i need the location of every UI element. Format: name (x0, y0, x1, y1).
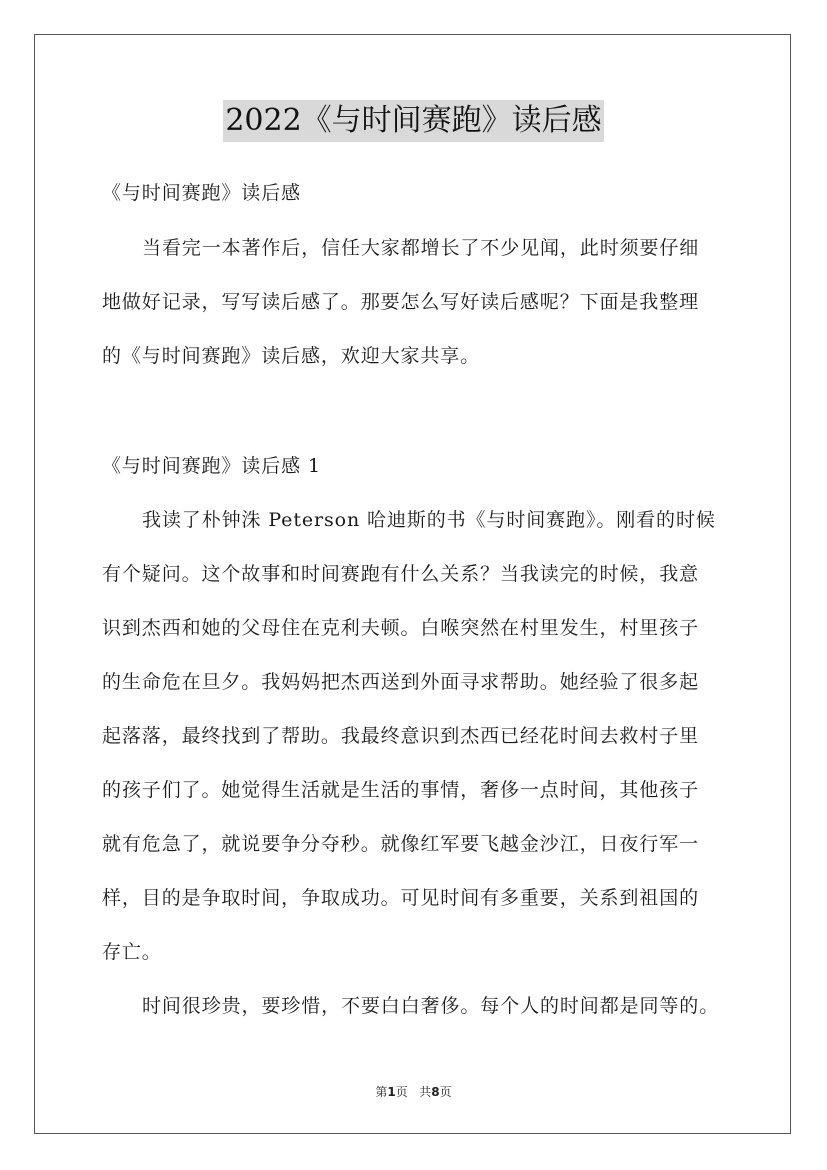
body-line: 样，目的是争取时间，争取成功。可见时间有多重要，关系到祖国的 (102, 887, 700, 909)
subtitle: 《与时间赛跑》读后感 (102, 182, 302, 204)
page-footer (0, 1083, 827, 1100)
page-number: 1 (387, 1085, 396, 1099)
title-container (0, 100, 827, 142)
intro-line: 地做好记录，写写读后感了。那要怎么写好读后感呢？下面是我整理 (102, 291, 700, 313)
total-pages: 8 (431, 1085, 440, 1099)
document-title: 2022《与时间赛跑》读后感 (223, 100, 603, 142)
body-line: 存亡。 (102, 941, 162, 963)
body-line: 有个疑问。这个故事和时间赛跑有什么关系？当我读完的时候，我意 (102, 563, 700, 585)
intro-line: 的《与时间赛跑》读后感，欢迎大家共享。 (102, 345, 481, 367)
body-line: 时间很珍贵，要珍惜，不要白白奢侈。每个人的时间都是同等的。 (142, 995, 720, 1017)
intro-line: 当看完一本著作后，信任大家都增长了不少见闻，此时须要仔细 (142, 237, 700, 259)
body-line: 识到杰西和她的父母住在克利夫顿。白喉突然在村里发生，村里孩子 (102, 617, 700, 639)
body-line: 就有危急了，就说要争分夺秒。就像红军要飞越金沙江，日夜行军一 (102, 833, 700, 855)
body-line: 我读了朴钟洙 Peterson 哈迪斯的书《与时间赛跑》。刚看的时候 (142, 509, 716, 531)
page-suffix: 页 (395, 1085, 408, 1099)
body-line: 起落落，最终找到了帮助。我最终意识到杰西已经花时间去救村子里 (102, 725, 700, 747)
total-suffix: 页 (439, 1085, 452, 1099)
section-heading: 《与时间赛跑》读后感 1 (102, 455, 321, 477)
total-prefix: 共 (419, 1085, 432, 1099)
body-line: 的孩子们了。她觉得生活就是生活的事情，奢侈一点时间，其他孩子 (102, 779, 700, 801)
page-prefix: 第 (375, 1085, 388, 1099)
body-line: 的生命危在旦夕。我妈妈把杰西送到外面寻求帮助。她经验了很多起 (102, 671, 700, 693)
